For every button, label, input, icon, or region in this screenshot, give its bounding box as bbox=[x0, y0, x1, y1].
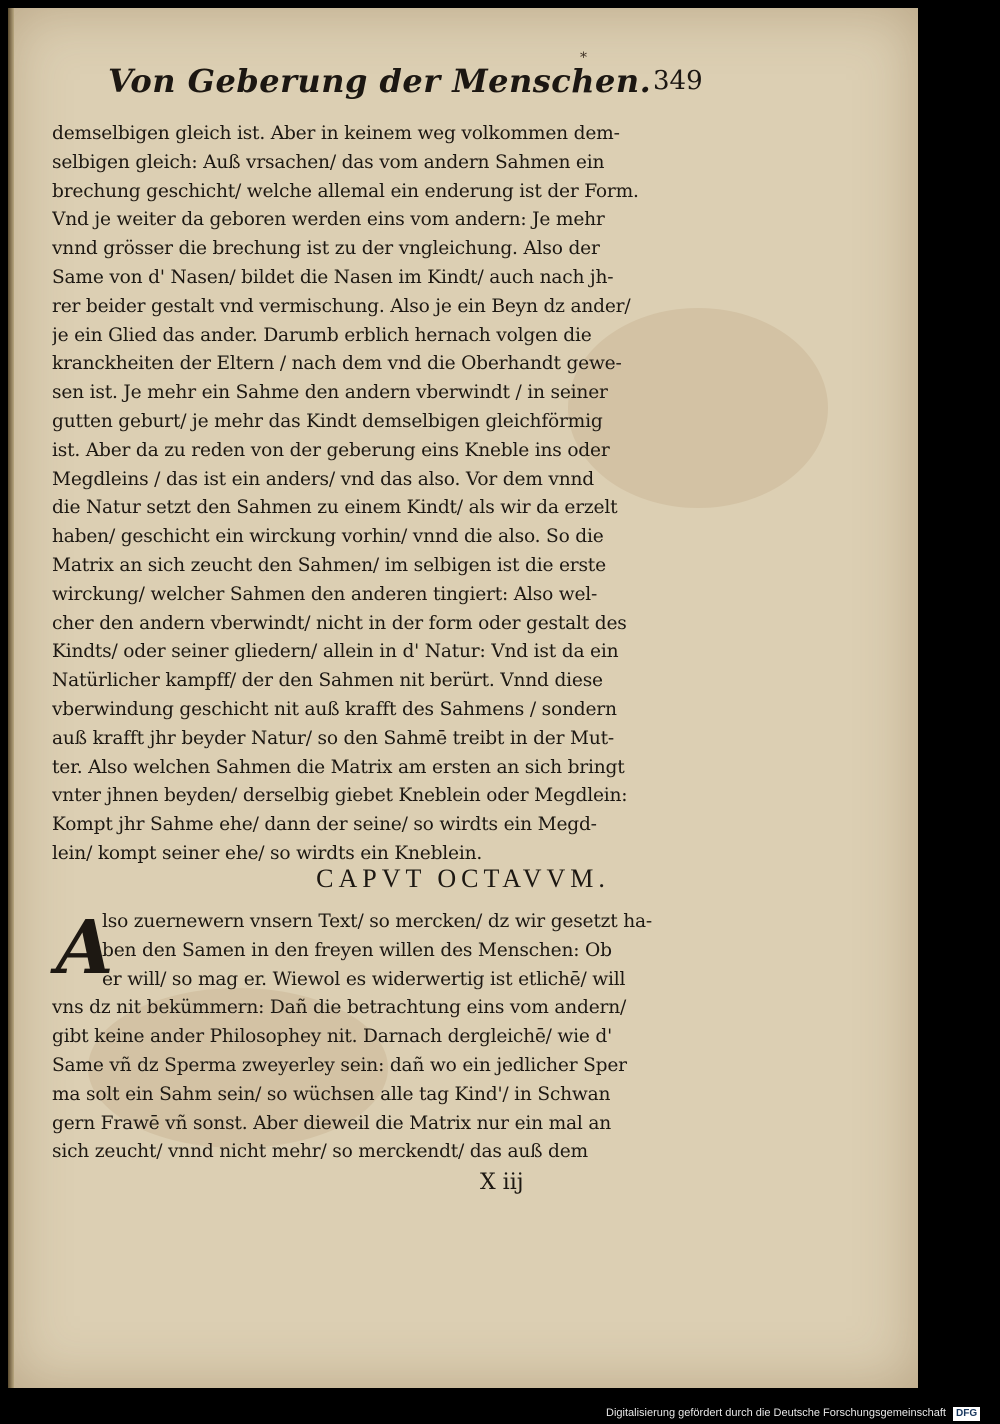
text-line: rer beider gestalt vnd vermischung. Also je ein Beyn dz ander/ bbox=[52, 295, 631, 317]
running-title: Von Geberung der Menschen. bbox=[108, 62, 652, 100]
text-line: Same von d' Nasen/ bildet die Nasen im Kindt/ auch nach jh- bbox=[52, 266, 614, 288]
text-line: ter. Also welchen Sahmen die Matrix am ersten an sich bringt bbox=[52, 756, 625, 778]
text-line: Kindts/ oder seiner gliedern/ allein in d' Natur: Vnd ist da ein bbox=[52, 641, 619, 663]
text-line: Megdleins / das ist ein anders/ vnd das also. Vor dem vnnd bbox=[52, 468, 594, 490]
text-line: selbigen gleich: Auß vrsachen/ das vom andern Sahmen ein bbox=[52, 151, 605, 173]
text-line: ben den Samen in den freyen willen des Menschen: Ob bbox=[102, 939, 612, 961]
body-text bbox=[52, 120, 688, 869]
text-line: vnnd grösser die brechung ist zu der vngleichung. Also der bbox=[52, 238, 600, 260]
running-header bbox=[108, 50, 798, 112]
text-line: Kompt jhr Sahme ehe/ dann der seine/ so wirdts ein Megd- bbox=[52, 814, 597, 836]
text-line: lso zuernewern vnsern Text/ so mercken/ dz wir gesetzt ha- bbox=[102, 911, 652, 932]
text-line: demselbigen gleich ist. Aber in keinem weg volkommen dem- bbox=[52, 123, 620, 144]
text-line: brechung geschicht/ welche allemal ein enderung ist der Form. bbox=[52, 180, 639, 202]
text-line: sen ist. Je mehr ein Sahme den andern vberwindt / in seiner bbox=[52, 382, 608, 404]
ornament-mark: * bbox=[580, 50, 587, 66]
credit-text: Digitalisierung gefördert durch die Deutsche Forschungsgemeinschaft bbox=[606, 1407, 946, 1419]
text-line: gibt keine ander Philosophey nit. Darnach dergleichē/ wie d' bbox=[52, 1026, 613, 1048]
text-line: Same vñ dz Sperma zweyerley sein: dañ wo ein jedlicher Sper bbox=[52, 1054, 627, 1076]
text-line: gern Frawē vñ sonst. Aber dieweil die Matrix nur ein mal an bbox=[52, 1112, 612, 1134]
chapter-heading: CAPVT OCTAVVM. bbox=[316, 864, 610, 893]
chapter-text bbox=[52, 905, 688, 1167]
text-line: Natürlicher kampff/ der den Sahmen nit berürt. Vnnd diese bbox=[52, 670, 603, 692]
dfg-logo: DFG bbox=[953, 1407, 980, 1421]
text-line: er will/ so mag er. Wiewol es widerwertig ist etlichē/ will bbox=[102, 968, 626, 990]
drop-cap-initial: A bbox=[56, 905, 114, 991]
page-edge bbox=[8, 8, 14, 1388]
text-line: Matrix an sich zeucht den Sahmen/ im selbigen ist die erste bbox=[52, 554, 606, 576]
text-line: wirckung/ welcher Sahmen den anderen tingiert: Also wel- bbox=[52, 583, 598, 605]
signature-mark: X iij bbox=[480, 1170, 524, 1195]
text-line: ma solt ein Sahm sein/ so wüchsen alle tag Kind'/ in Schwan bbox=[52, 1083, 611, 1105]
text-line: vnter jhnen beyden/ derselbig giebet Kneblein oder Megdlein: bbox=[52, 785, 628, 807]
text-line: haben/ geschicht ein wirckung vorhin/ vnnd die also. So die bbox=[52, 526, 604, 548]
text-line: cher den andern vberwindt/ nicht in der form oder gestalt des bbox=[52, 612, 627, 634]
digitization-credit bbox=[606, 1404, 996, 1422]
text-line: je ein Glied das ander. Darumb erblich hernach volgen die bbox=[52, 324, 592, 346]
book-page bbox=[8, 8, 918, 1388]
text-line: auß krafft jhr beyder Natur/ so den Sahmē treibt in der Mut- bbox=[52, 727, 614, 749]
text-line: Vnd je weiter da geboren werden eins vom andern: Je mehr bbox=[52, 209, 605, 231]
text-line: vberwindung geschicht nit auß krafft des Sahmens / sondern bbox=[52, 698, 617, 720]
page-number: 349 bbox=[653, 66, 703, 96]
text-line: vns dz nit bekümmern: Dañ die betrachtung eins vom andern/ bbox=[52, 997, 627, 1019]
text-line: sich zeucht/ vnnd nicht mehr/ so merckendt/ das auß dem bbox=[52, 1141, 588, 1163]
text-line: gutten geburt/ je mehr das Kindt demselbigen gleichförmig bbox=[52, 410, 603, 432]
text-line: die Natur setzt den Sahmen zu einem Kindt/ als wir da erzelt bbox=[52, 497, 618, 519]
text-line: ist. Aber da zu reden von der geberung eins Kneble ins oder bbox=[52, 439, 610, 461]
text-line: lein/ kompt seiner ehe/ so wirdts ein Kneblein. bbox=[52, 842, 483, 864]
text-line: kranckheiten der Eltern / nach dem vnd die Oberhandt gewe- bbox=[52, 353, 622, 375]
